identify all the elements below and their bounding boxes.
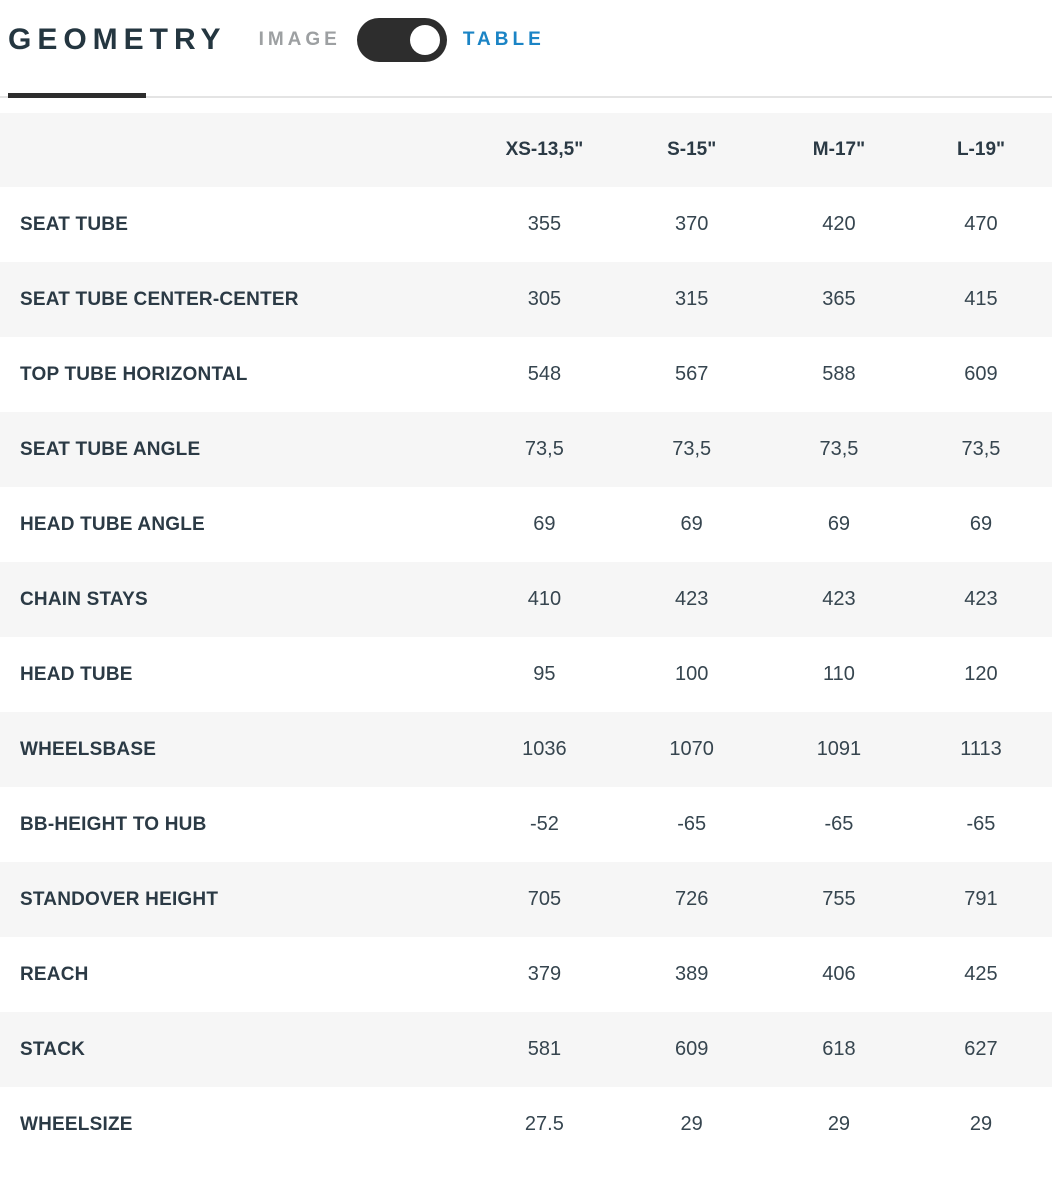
table-row [0,412,1052,487]
row-label: TOP TUBE HORIZONTAL [20,363,248,385]
geometry-value: 69 [969,513,993,535]
table-row [0,1012,1052,1087]
geometry-value: -65 [824,813,854,835]
table-row [0,937,1052,1012]
geometry-value: 609 [674,1038,709,1060]
geometry-value: 423 [674,588,709,610]
table-row [0,337,1052,412]
geometry-value: 425 [964,963,998,985]
toggle-knob-icon [410,25,440,55]
size-column-header: M-17" [812,139,866,160]
geometry-value: 581 [527,1038,562,1060]
geometry-value: 73,5 [524,438,564,460]
toggle-option-table[interactable]: TABLE [462,29,545,50]
row-label: SEAT TUBE [20,213,129,235]
geometry-value: 389 [674,963,709,985]
geometry-value: 1113 [960,738,1002,760]
geometry-value: 755 [822,888,856,910]
section-divider [0,93,1052,98]
geometry-value: 27.5 [524,1113,564,1135]
geometry-value: -65 [677,813,707,835]
geometry-value: 305 [527,288,562,310]
geometry-value: 120 [964,663,998,685]
row-label: HEAD TUBE [20,663,133,685]
row-label: STANDOVER HEIGHT [20,888,219,910]
row-label: BB-HEIGHT TO HUB [20,813,207,835]
geometry-value: 29 [827,1113,851,1135]
geometry-value: 415 [964,288,998,310]
geometry-table [0,113,1052,1162]
geometry-value: 365 [822,288,856,310]
geometry-value: 73,5 [961,438,1001,460]
geometry-value: 69 [680,513,703,535]
size-column-header: S-15" [667,139,717,160]
geometry-value: 588 [822,363,856,385]
geometry-value: 1036 [522,738,567,760]
size-column-header: XS-13,5" [505,139,584,160]
page-title: GEOMETRY [8,23,227,56]
geometry-value: 627 [964,1038,998,1060]
geometry-value: 567 [674,363,709,385]
table-row [0,487,1052,562]
size-column-header: L-19" [956,139,1006,160]
table-row [0,637,1052,712]
geometry-value: 423 [964,588,998,610]
geometry-value: 410 [527,588,562,610]
geometry-value: 355 [527,213,562,235]
geometry-value: 110 [823,663,855,685]
table-row [0,562,1052,637]
divider-accent-bar [8,93,146,98]
geometry-value: 73,5 [672,438,712,460]
row-label: HEAD TUBE ANGLE [20,513,205,535]
geometry-value: 69 [533,513,556,535]
toggle-option-image[interactable]: IMAGE [258,29,341,50]
row-label: WHEELSIZE [20,1113,133,1135]
geometry-value: 609 [964,363,998,385]
view-toggle-switch[interactable] [357,18,447,62]
section-header [0,0,1052,68]
geometry-value: 1070 [669,738,714,760]
geometry-value: 548 [527,363,562,385]
table-row [0,262,1052,337]
table-header-row [0,113,1052,187]
row-label: CHAIN STAYS [20,588,148,610]
table-row [0,1087,1052,1162]
row-label: SEAT TUBE ANGLE [20,438,201,460]
geometry-value: 29 [680,1113,703,1135]
table-row [0,187,1052,262]
geometry-value: -52 [529,813,559,835]
view-toggle-group [259,18,545,62]
table-row [0,862,1052,937]
row-label: STACK [20,1038,86,1060]
geometry-value: 100 [674,663,709,685]
geometry-value: 73,5 [819,438,859,460]
geometry-value: 379 [527,963,562,985]
row-label: WHEELSBASE [20,738,157,760]
geometry-value: 726 [674,888,709,910]
table-body [0,187,1052,1162]
geometry-value: 423 [822,588,856,610]
geometry-value: 95 [533,663,556,685]
divider-line [0,96,1052,98]
geometry-value: 370 [674,213,709,235]
geometry-value: 69 [827,513,851,535]
table-row [0,712,1052,787]
geometry-value: 470 [964,213,998,235]
geometry-value: 791 [964,888,998,910]
geometry-value: 315 [674,288,709,310]
row-label: REACH [20,963,89,985]
corner-cell [0,113,473,187]
geometry-value: 29 [969,1113,993,1135]
geometry-value: 406 [822,963,856,985]
geometry-value: 618 [822,1038,856,1060]
geometry-value: -65 [966,813,996,835]
geometry-value: 420 [822,213,856,235]
geometry-value: 1091 [816,738,862,760]
geometry-value: 705 [527,888,562,910]
row-label: SEAT TUBE CENTER-CENTER [20,288,299,310]
table-row [0,787,1052,862]
